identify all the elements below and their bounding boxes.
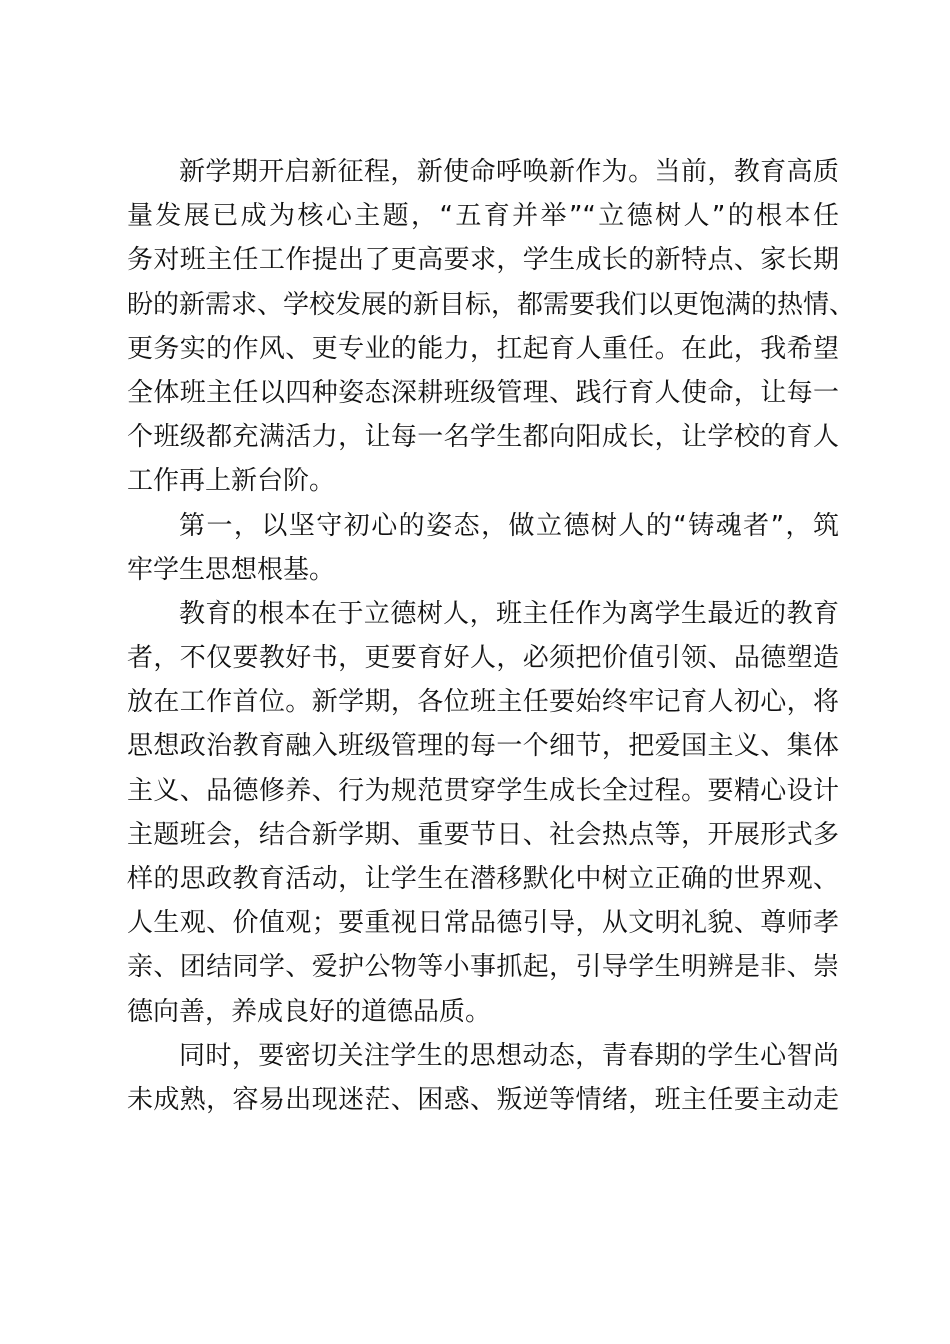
text-line: 思想政治教育融入班级管理的每一个细节，把爱国主义、集体 (127, 731, 839, 762)
text-line: 者，不仅要教好书，更要育好人，必须把价值引领、品德塑造 (127, 643, 839, 674)
text-line: 未成熟，容易出现迷茫、困惑、叛逆等情绪，班主任要主动走 (127, 1084, 839, 1115)
text-line: 放在工作首位。新学期，各位班主任要始终牢记育人初心，将 (127, 687, 839, 718)
heading-line: 第一，以坚守初心的姿态，做立德树人的“铸魂者”，筑 (179, 510, 839, 541)
heading-line: 牢学生思想根基。 (127, 554, 336, 585)
text-line: 样的思政教育活动，让学生在潜移默化中树立正确的世界观、 (127, 864, 839, 894)
text-line: 教育的根本在于立德树人，班主任作为离学生最近的教育 (179, 598, 839, 629)
text-line: 量发展已成为核心主题，“五育并举”“立德树人”的根本任 (127, 201, 839, 232)
paragraph-intro (127, 150, 856, 504)
text-line: 亲、团结同学、爱护公物等小事抓起，引导学生明辨是非、崇 (127, 952, 839, 983)
text-line: 个班级都充满活力，让每一名学生都向阳成长，让学校的育人 (127, 422, 839, 453)
section-heading-first (127, 504, 839, 592)
text-line: 工作再上新台阶。 (127, 466, 336, 497)
paragraph-body-2 (127, 1034, 839, 1122)
paragraph-body-1 (127, 592, 839, 1034)
text-line: 务对班主任工作提出了更高要求，学生成长的新特点、家长期 (127, 245, 839, 276)
text-line: 全体班主任以四种姿态深耕班级管理、践行育人使命，让每一 (127, 377, 839, 408)
text-line: 主题班会，结合新学期、重要节日、社会热点等，开展形式多 (127, 819, 839, 850)
text-line: 同时，要密切关注学生的思想动态，青春期的学生心智尚 (179, 1040, 839, 1071)
document-body (127, 150, 856, 1122)
text-line: 人生观、价值观；要重视日常品德引导，从文明礼貌、尊师孝 (127, 908, 839, 939)
text-line: 主义、品德修养、行为规范贯穿学生成长全过程。要精心设计 (127, 775, 839, 806)
text-line: 新学期开启新征程，新使命呼唤新作为。当前，教育高质 (179, 157, 839, 187)
text-line: 德向善，养成良好的道德品质。 (127, 996, 492, 1027)
text-line: 盼的新需求、学校发展的新目标，都需要我们以更饱满的热情、 (127, 289, 856, 320)
text-line: 更务实的作风、更专业的能力，扛起育人重任。在此，我希望 (127, 333, 839, 364)
